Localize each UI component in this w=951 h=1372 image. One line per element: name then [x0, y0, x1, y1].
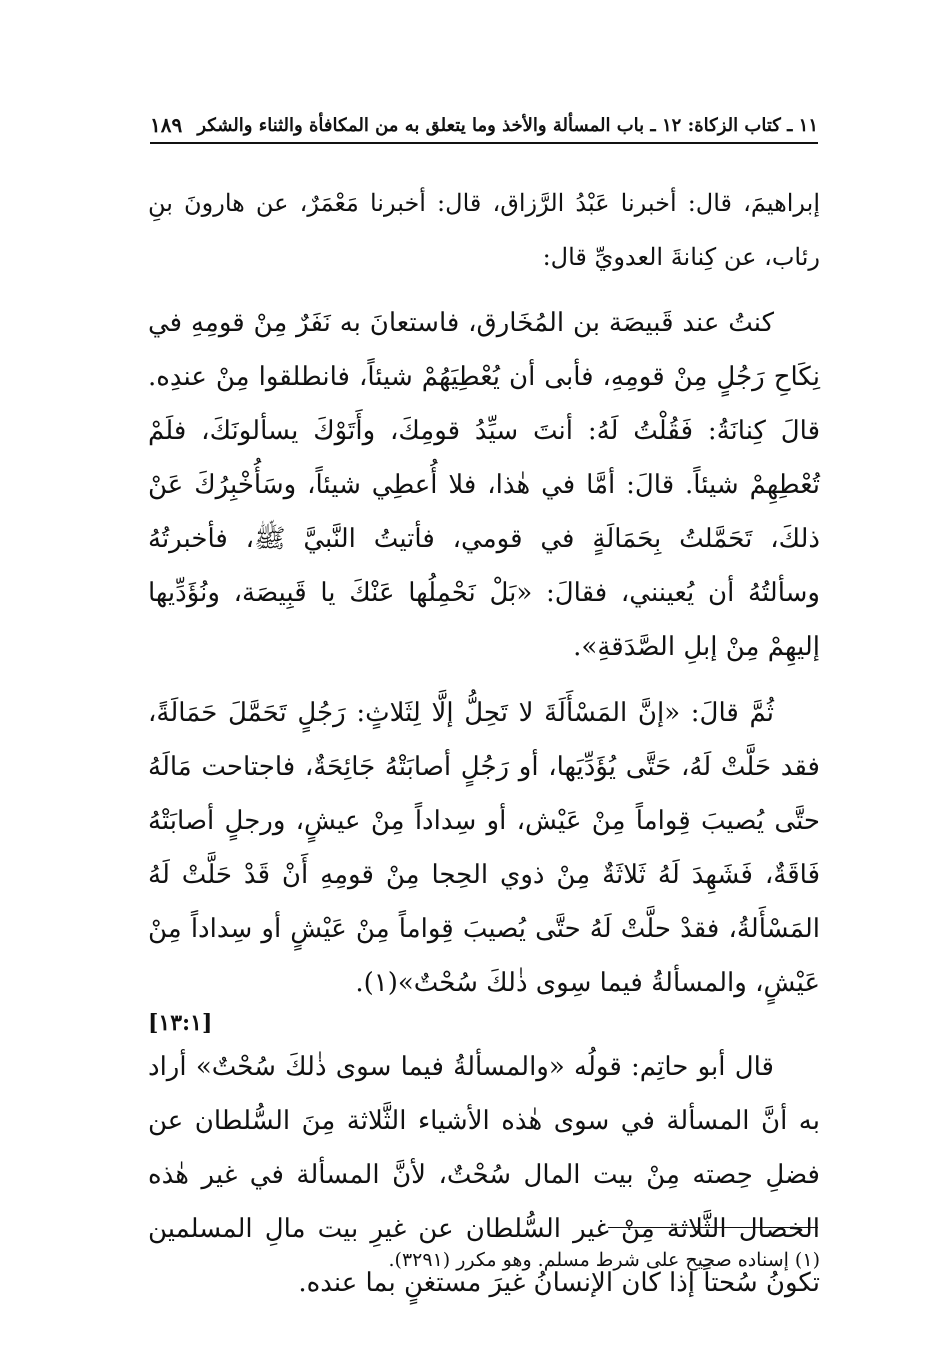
hadith-reference: [١٣:١]: [148, 1010, 213, 1036]
hadith-paragraph-2: ثُمَّ قالَ: «إنَّ المَسْأَلَةَ لا تَحِلُّ إلَّا لِثَلاثٍ: رَجُلٍ تَحَمَّلَ حَمَالَةً، فقد حَلَّتْ لَهُ، حَتَّى يُؤَدِّيَها، أو رَجُلٍ أصابَتْهُ جَائِحَةٌ، فاجتاحت مَالَهُ حتَّى يُصيبَ قِواماً مِنْ عَيْش، أو سِداداً مِنْ عيشٍ، ورجلٍ أصابَتْهُ فَاقَةٌ، فَشَهِدَ لَهُ ثَلاثَةٌ مِنْ ذوي الحِجا مِنْ قومِهِ أَنْ قَدْ حَلَّتْ لَهُ المَسْأَلةُ، فقدْ حلَّتْ لَهُ حتَّى يُصيبَ قِواماً مِنْ عَيْشٍ أو سِداداً مِنْ عَيْشٍ، والمسألةُ فيما سِوى ذٰلكَ سُحْتٌ»(١).: [148, 698, 820, 998]
isnad-paragraph: إبراهيمَ، قال: أخبرنا عَبْدُ الرَّزاق، قال: أخبرنا مَعْمَرٌ، عن هارونَ بنِ رئاب، عن كِنانةَ العدويِّ قال:: [148, 189, 820, 271]
running-header: [150, 108, 818, 144]
page-body: [148, 176, 820, 1310]
commentary-paragraph: قال أبو حاتِم: قولُه «والمسألةُ فيما سوى ذٰلكَ سُحْتٌ» أراد به أنَّ المسألة في سوى هٰذه الأشياء الثَّلاثة مِنَ السُّلطان عن فضلِ حِصته مِنْ بيت المال سُحْتٌ، لأنَّ المسألة في غير هٰذه الخصال الثَّلاثة مِنْ غير السُّلطان عن غيرِ بيت مالِ المسلمين تكونُ سُحتاً إذا كان الإنسانُ غيرَ مستغنٍ بما عنده.: [148, 1052, 820, 1298]
running-title: ١١ ـ كتاب الزكاة: ١٢ ـ باب المسألة والأخذ وما يتعلق به من المكافأة والثناء والشكر: [197, 114, 818, 136]
footnote: (١) إسناده صحيح على شرط مسلم. وهو مكرر (٣٢٩١).: [388, 1249, 820, 1271]
hadith-paragraph-1: كنتُ عند قَبيصَة بن المُخَارق، فاستعانَ به نَفَرٌ مِنْ قومِهِ في نِكَاحِ رَجُلٍ مِنْ قومِهِ، فأبى أن يُعْطِيَهُمْ شيئاً، فانطلقوا مِنْ عندِه. قالَ كِنانَةُ: فَقُلْتُ لَهُ: أنتَ سيِّدُ قومِكَ، وأَتَوْكَ يسألونَكَ، فلَمْ تُعْطِهِمْ شيئاً. قالَ: أمَّا في هٰذا، فلا أُعطِي شيئاً، وسَأُخْبِرُكَ عَنْ ذلكَ، تَحَمَّلتُ بِحَمَالَةٍ في قومي، فأتيتُ النَّبيَّ ﷺ، فأخبرتُهُ وسألتُهُ أن يُعينني، فقالَ: «بَلْ نَحْمِلُها عَنْكَ يا قَبِيصَة، ونُؤَدِّيها إليهِمْ مِنْ إبلِ الصَّدَقةِ».: [148, 308, 820, 662]
footnote-divider: [608, 1227, 818, 1228]
page-number: ١٨٩: [150, 113, 183, 137]
